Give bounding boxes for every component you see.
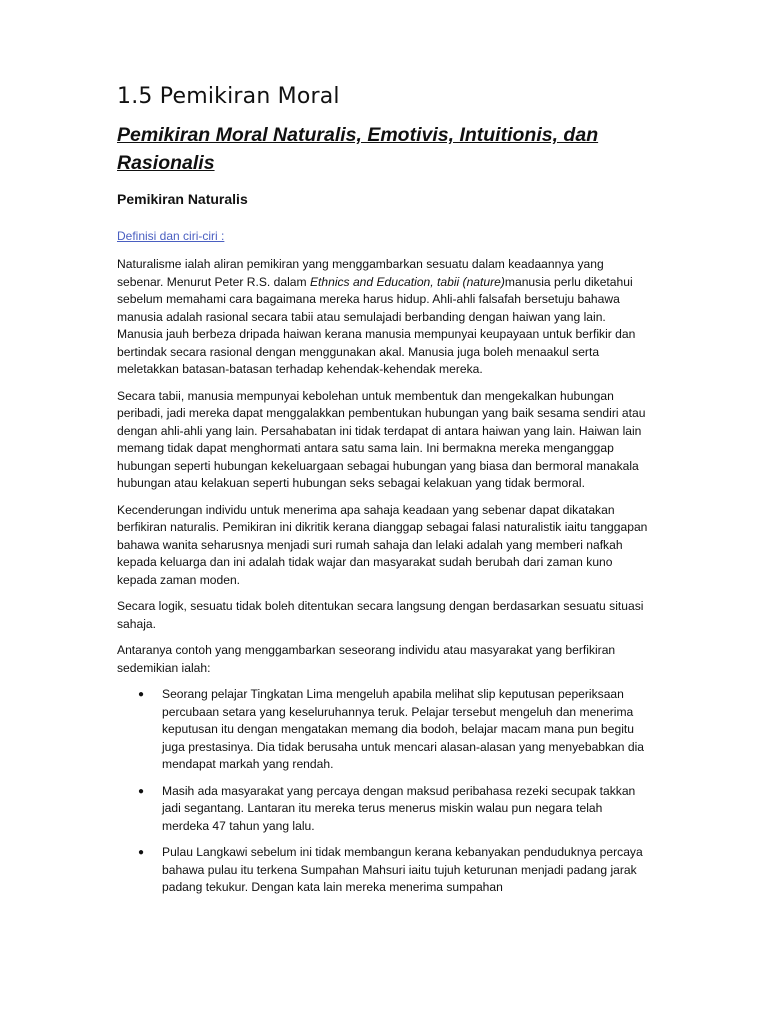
paragraph-1-text-b: manusia perlu diketahui sebelum memahami cara bagaimana mereka harus hidup. Ahli-ahli falsafah bersetuju bahawa manusia adalah rasional secara tabii atau semulajadi berbanding dengan haiwan yang lain. Manusia jauh berbeza dripada haiwan kerana manusia mempunyai keupayaan untuk berfikir dan bertindak secara rasional dengan menggunakan akal. Manusia juga boleh menaakul serta meletakkan batasan-batasan terhadap kehendak-kehendak mereka.	[117, 274, 636, 376]
list-item-text: Pulau Langkawi sebelum ini tidak membangun kerana kebanyakan penduduknya percaya bahawa pulau itu terkena Sumpahan Mahsuri iaitu tujuh keturunan menjadi padang jarak padang tekukur. Dengan kata lain mereka menerima sumpahan	[162, 845, 643, 894]
paragraph-3: Kecenderungan individu untuk menerima apa sahaja keadaan yang sebenar dapat dikatakan berfikiran naturalis. Pemikiran ini dikritik kerana dianggap sebagai falasi naturalistik iaitu tanggapan bahawa wanita seharusnya menjadi suri rumah sahaja dan lelaki adalah yang memberi nafkah kepada keluarga dan ini adalah tidak wajar dan masyarakat sudah berubah dari zaman kuno kepada zaman moden.	[117, 502, 648, 587]
section-title: 1.5 Pemikiran Moral	[117, 84, 340, 109]
bullet-icon: ●	[138, 785, 145, 797]
list-item-text: Seorang pelajar Tingkatan Lima mengeluh apabila melihat slip keputusan peperiksaan percubaan setara yang keseluruhannya teruk. Pelajar tersebut mengeluh dan menerima keputusan itu dengan mengatakan memang dia bodoh, belajar macam mana pun begitu juga prestasinya. Dia tidak berusaha untuk mencari alasan-alasan yang menyebabkan dia mendapat markah yang rendah.	[162, 687, 645, 771]
list-item	[138, 686, 650, 774]
subtitle: Pemikiran Moral Naturalis, Emotivis, Intuitionis, dan Rasionalis	[117, 124, 599, 174]
list-item-text: Masih ada masyarakat yang percaya dengan maksud peribahasa rezeki secupak takkan jadi segantang. Lantaran itu mereka terus menerus miskin walau pun negara telah merdeka 47 tahun yang lalu.	[162, 783, 636, 833]
definition-link[interactable]: Definisi dan ciri-ciri :	[117, 229, 225, 243]
list-item	[138, 783, 650, 836]
bullet-icon: ●	[138, 689, 145, 700]
bullet-icon: ●	[138, 847, 145, 858]
paragraph-4: Secara logik, sesuatu tidak boleh ditentukan secara langsung dengan berdasarkan sesuatu situasi sahaja.	[117, 599, 644, 631]
paragraph-1-text-a: Naturalisme ialah aliran pemikiran yang menggambarkan sesuatu dalam keadaannya yang sebenar. Menurut Peter R.S. dalam	[117, 257, 604, 289]
example-list	[117, 686, 650, 897]
section-heading: Pemikiran Naturalis	[117, 191, 248, 207]
paragraph-2: Secara tabii, manusia mempunyai kebolehan untuk membentuk dan mengekalkan hubungan peribadi, jadi mereka dapat menggalakkan pembentukan hubungan yang baik sesama sendiri atau dengan ahli-ahli yang lain. Persahabatan ini tidak terdapat di antara haiwan yang lain. Haiwan lain memang tidak dapat menghormati antara satu sama lain. Ini bermakna mereka menganggap hubungan seperti hubungan kekeluargaan sebagai hubungan yang biasa dan bermoral manakala hubungan atau kelakuan seperti hubungan seks sebagai kelakuan yang tidak bermoral.	[117, 388, 646, 490]
paragraph-5: Antaranya contoh yang menggambarkan seseorang individu atau masyarakat yang berfikiran sedemikian ialah:	[117, 643, 616, 675]
list-item	[138, 844, 650, 897]
paragraph-1-italic: Ethnics and Education, tabii (nature)	[309, 274, 505, 289]
paragraph-1	[117, 256, 650, 379]
